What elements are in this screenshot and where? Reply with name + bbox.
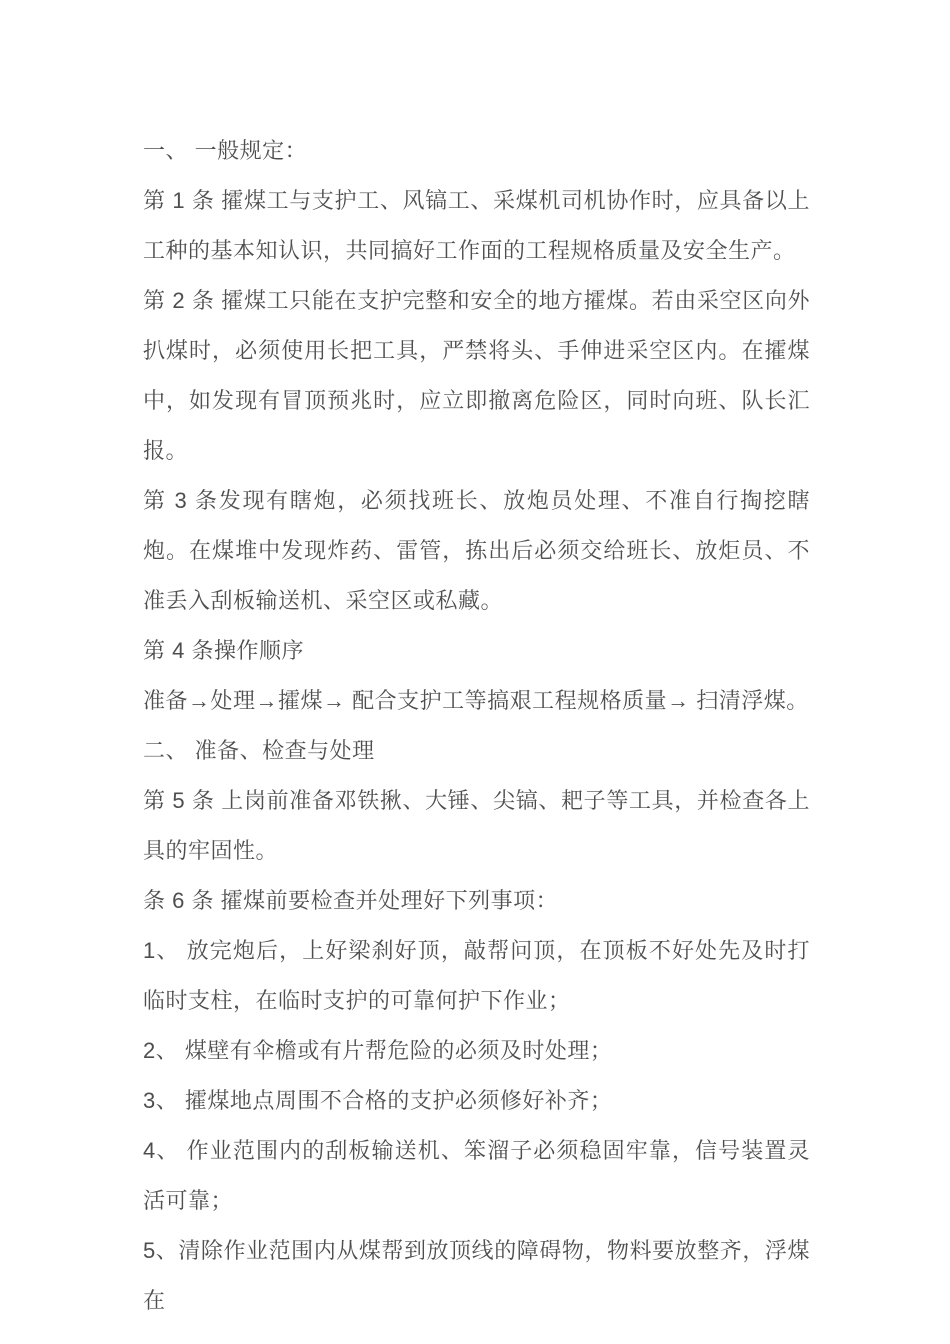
rule-4-heading: 第 4 条操作顺序 bbox=[143, 638, 304, 663]
rule-6-item-2: 2、 煤壁有伞檐或有片帮危险的必须及时处理； bbox=[143, 1038, 613, 1063]
rule-6: 条 6 条 攉煤前要检查并处理好下列事项： bbox=[143, 888, 559, 913]
rule-2: 第 2 条 攉煤工只能在支护完整和安全的地方攉煤。若由采空区向外扒煤时，必须使用长把工具，严禁将头、手伸进采空区内。在攉煤中，如发现有冒顶预兆时，应立即撤离危险区，同时向班、队长汇报。 bbox=[143, 288, 810, 463]
rule-6-item-5: 5、清除作业范围内从煤帮到放顶线的障碍物，物料要放整齐，浮煤在 bbox=[143, 1238, 810, 1313]
rule-4-sequence: 准备→处理→攉煤→ 配合支护工等搞艰工程规格质量→ 扫清浮煤。 bbox=[143, 688, 809, 713]
rule-1: 第 1 条 攉煤工与支护工、风镐工、采煤机司机协作时，应具备以上工种的基本知认识，共同搞好工作面的工程规格质量及安全生产。 bbox=[143, 188, 810, 263]
section-2-heading: 二、 准备、检查与处理 bbox=[143, 738, 375, 763]
rule-6-item-3: 3、 攉煤地点周围不合格的支护必须修好补齐； bbox=[143, 1088, 613, 1113]
rule-5: 第 5 条 上岗前准备邓铁揪、大锤、尖镐、耙子等工具，并检查各上具的牢固性。 bbox=[143, 788, 810, 863]
rule-3: 第 3 条发现有瞎炮，必须找班长、放炮员处理、不准自行掏挖瞎炮。在煤堆中发现炸药、雷管，拣出后必须交给班长、放炬员、不准丢入刮板输送机、采空区或私藏。 bbox=[143, 488, 810, 613]
rule-6-item-1: 1、 放完炮后，上好梁刹好顶，敲帮问顶，在顶板不好处先及时打临时支柱，在临时支护的可靠何护下作业； bbox=[143, 938, 810, 1013]
section-1-heading: 一、 一般规定： bbox=[143, 138, 308, 163]
rule-6-item-4: 4、 作业范围内的刮板输送机、笨溜子必须稳固牢靠，信号装置灵活可靠； bbox=[143, 1138, 810, 1213]
